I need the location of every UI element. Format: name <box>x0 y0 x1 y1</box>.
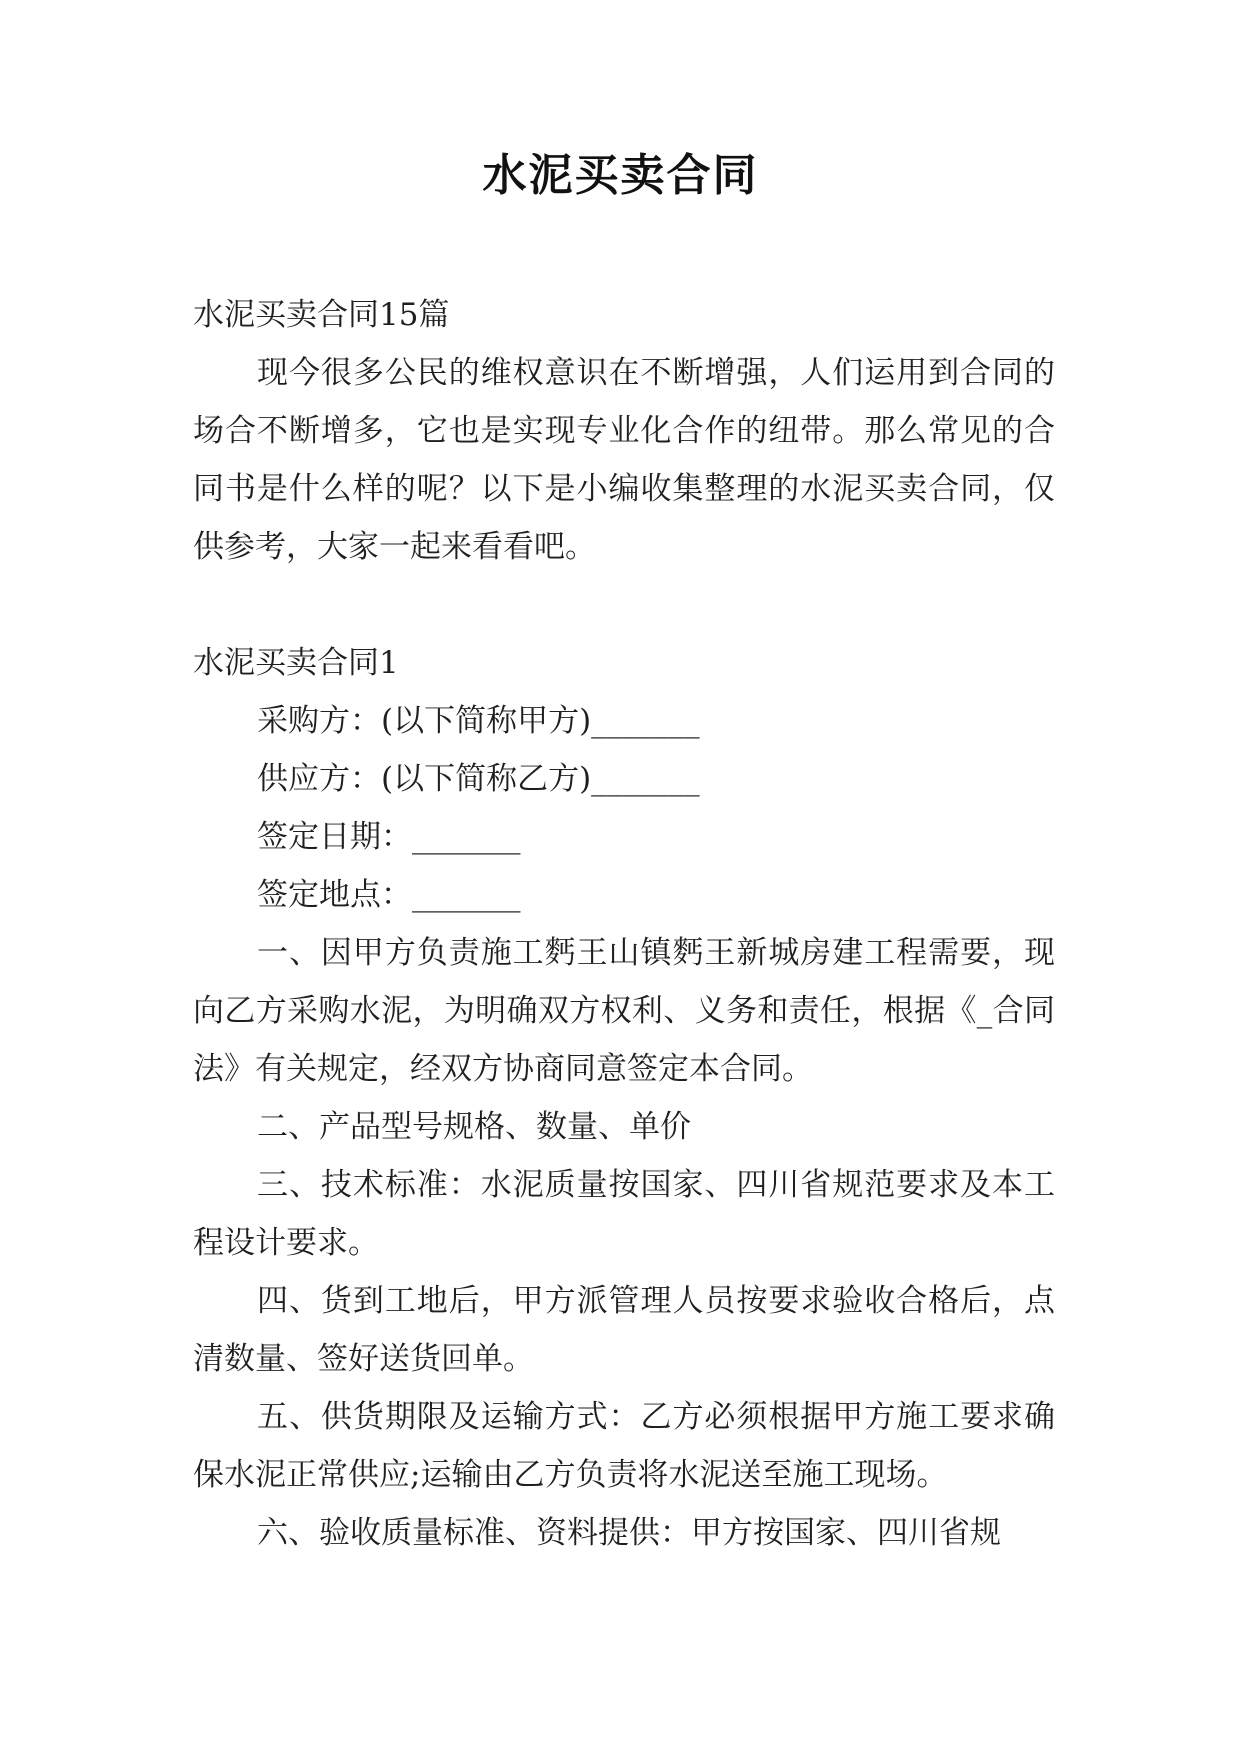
collection-heading: 水泥买卖合同15篇 <box>193 297 450 333</box>
clause-paragraph: 五、供货期限及运输方式：乙方必须根据甲方施工要求确保水泥正常供应;运输由乙方负责将水泥送至施工现场。 <box>193 1399 1055 1493</box>
intro-paragraph: 现今很多公民的维权意识在不断增强，人们运用到合同的场合不断增多，它也是实现专业化合作的纽带。那么常见的合同书是什么样的呢？以下是小编收集整理的水泥买卖合同，仅供参考，大家一起来看看吧。 <box>193 355 1055 565</box>
buyer-line: 采购方：(以下简称甲方)_______ <box>257 703 700 739</box>
clause-paragraph: 二、产品型号规格、数量、单价 <box>257 1109 691 1145</box>
supplier-line: 供应方：(以下简称乙方)_______ <box>257 761 700 797</box>
clause-paragraph: 四、货到工地后，甲方派管理人员按要求验收合格后，点清数量、签好送货回单。 <box>193 1283 1055 1377</box>
clause-paragraph: 六、验收质量标准、资料提供：甲方按国家、四川省规 <box>257 1515 1001 1551</box>
document-title: 水泥买卖合同 <box>482 150 759 201</box>
paragraph-gap <box>193 576 1055 634</box>
signing-date-line: 签定日期：_______ <box>257 819 521 855</box>
clause-paragraph: 三、技术标准：水泥质量按国家、四川省规范要求及本工程设计要求。 <box>193 1167 1055 1261</box>
signing-place-line: 签定地点：_______ <box>257 877 521 913</box>
document-body <box>193 286 1055 1562</box>
clause-paragraph: 一、因甲方负责施工麫王山镇麫王新城房建工程需要，现向乙方采购水泥，为明确双方权利、义务和责任，根据《_合同法》有关规定，经双方协商同意签定本合同。 <box>193 935 1055 1087</box>
contract-heading: 水泥买卖合同1 <box>193 645 399 681</box>
